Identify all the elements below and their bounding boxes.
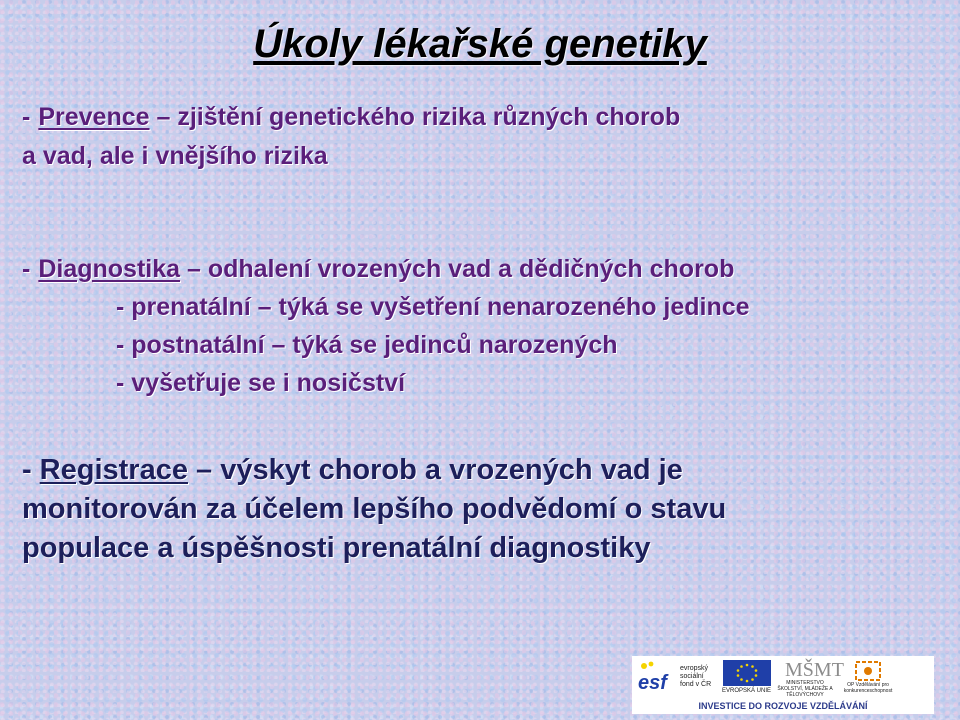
esf-logo-icon: [636, 660, 678, 694]
eu-logo: [722, 659, 771, 695]
prevence-section: [22, 98, 680, 176]
registrace-line-2: monitorován za účelem lepšího podvědomí o stavu: [22, 493, 727, 525]
esf-logo: [636, 659, 718, 695]
funding-footer-text: INVESTICE DO ROZVOJE VZDĚLÁVÁNÍ: [698, 701, 868, 711]
diagnostika-section: [22, 250, 750, 402]
op-vk-logo-icon: [853, 660, 883, 682]
esf-caption: evropský sociální fond v ČR: [680, 665, 712, 688]
diagnostika-sub-carrier: - vyšetřuje se i nosičství: [116, 369, 406, 397]
diagnostika-sub-postnatal: - postnatální – týká se jedinců narozených: [116, 331, 618, 359]
slide-title: Úkoly lékařské genetiky: [253, 22, 707, 66]
registrace-term: Registrace: [39, 454, 188, 486]
msmt-logo: [775, 659, 844, 698]
registrace-line-3: populace a úspěšnosti prenatální diagnostiky: [22, 532, 651, 564]
msmt-caption: MINISTERSTVO ŠKOLSTVÍ, MLÁDEŽE A TĚLOVÝCHOVY: [777, 680, 833, 698]
msmt-logo-text: MŠMT: [785, 659, 844, 681]
diagnostika-line-1: [22, 250, 750, 288]
op-vk-caption: OP Vzdělávání pro konkurenceschopnost: [843, 682, 893, 694]
diagnostika-term: Diagnostika: [38, 255, 181, 283]
diagnostika-sub-prenatal: - prenatální – týká se vyšetření nenarozeného jedince: [116, 293, 750, 321]
bullet-dash: -: [22, 454, 32, 486]
diagnostika-text: – odhalení vrozených vad a dědičných chorob: [180, 255, 735, 283]
prevence-line-2: a vad, ale i vnějšího rizika: [22, 142, 328, 170]
funding-logo-strip: [632, 656, 934, 714]
msmt-logo-icon: [783, 656, 844, 681]
registrace-text: – výskyt chorob a vrozených vad je: [187, 454, 683, 486]
prevence-term: Prevence: [38, 103, 150, 131]
eu-caption: EVROPSKÁ UNIE: [722, 687, 772, 694]
bullet-dash: -: [22, 103, 31, 131]
registrace-section: [22, 451, 726, 568]
prevence-line-1: [22, 98, 680, 137]
esf-logo-text: esf: [638, 672, 667, 694]
bullet-dash: -: [22, 255, 31, 283]
prevence-text: – zjištění genetického rizika různých chorob: [149, 103, 681, 131]
op-vk-logo: [839, 659, 897, 695]
eu-flag-icon: [723, 660, 771, 686]
registrace-line-1: [22, 451, 726, 490]
